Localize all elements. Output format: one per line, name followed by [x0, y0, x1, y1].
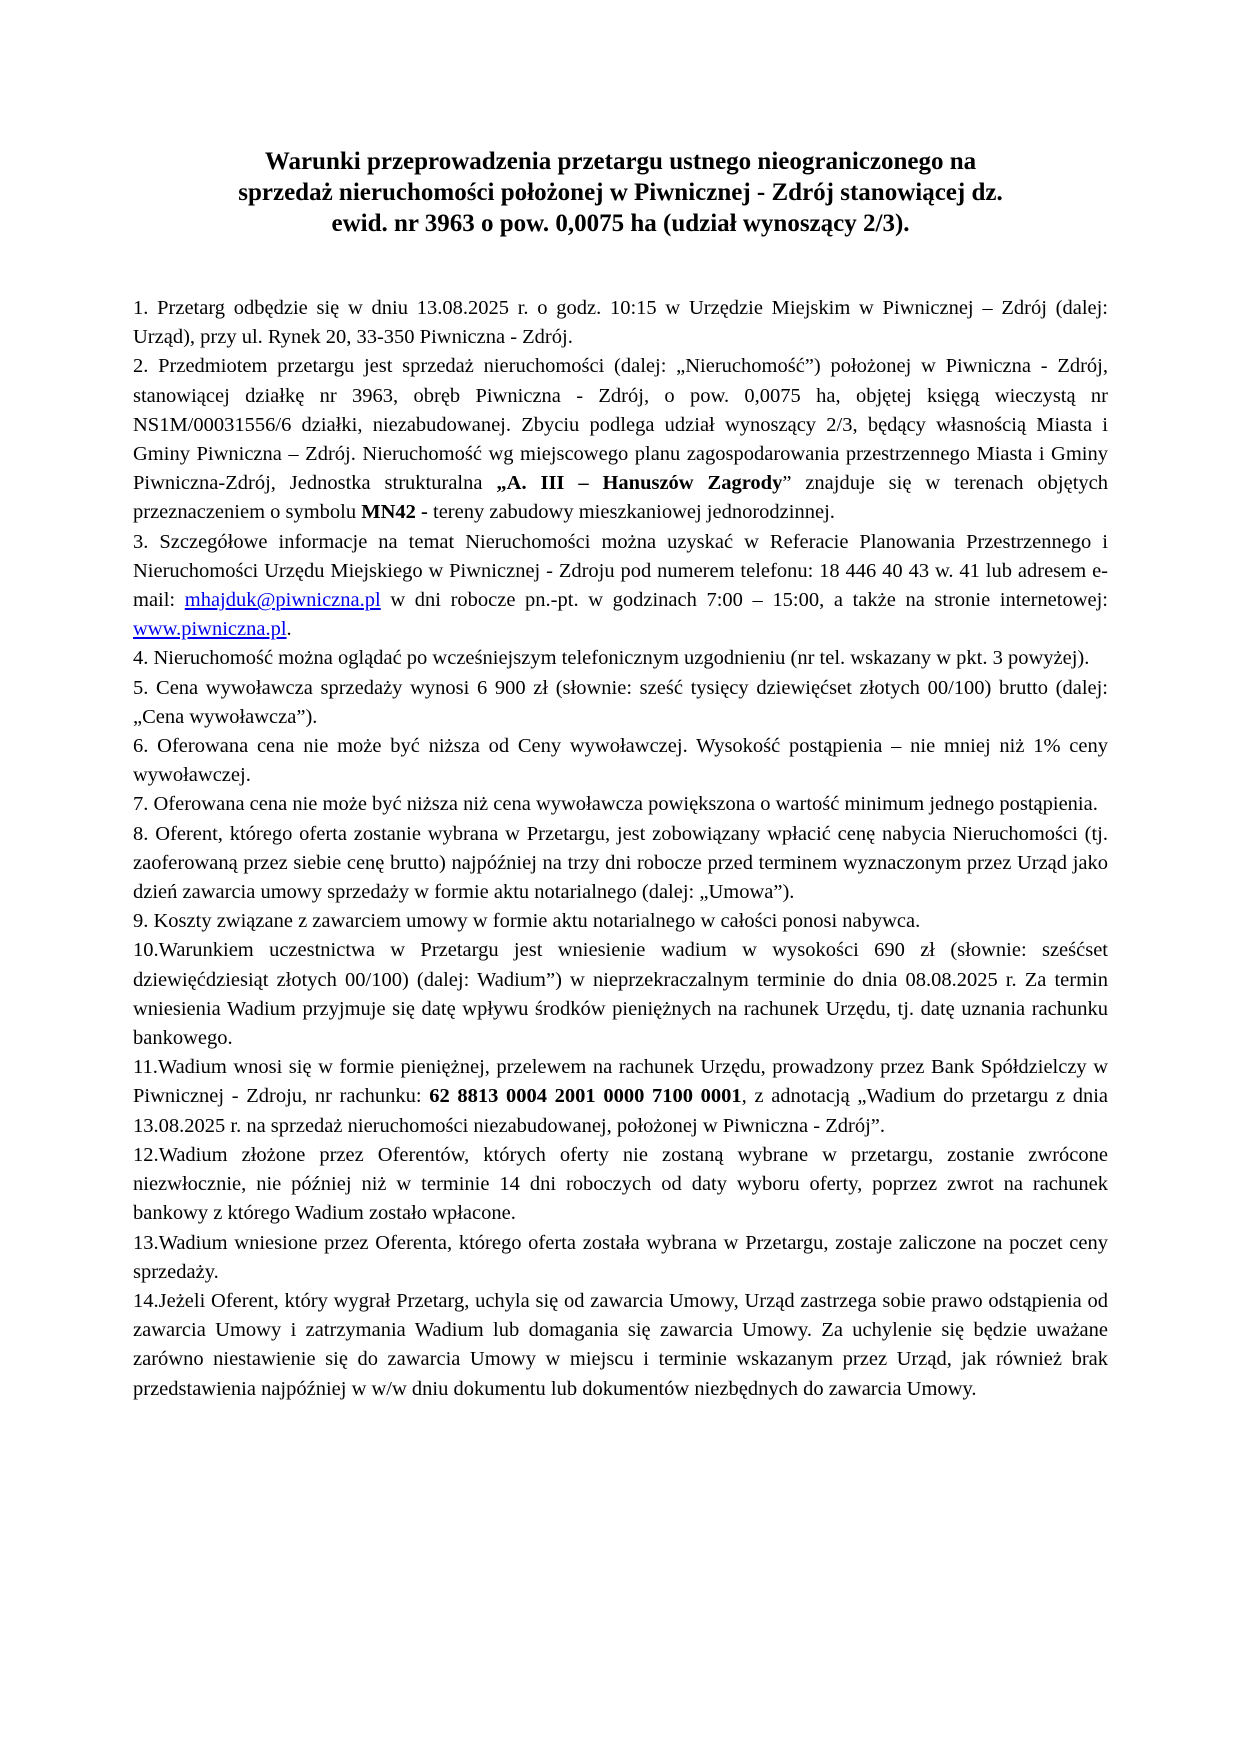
paragraph-2 — [133, 352, 1108, 527]
text-run: 6. Oferowana cena nie może być niższa od Ceny wywoławczej. Wysokość postąpienia – nie mniej niż 1% ceny wywoławczej. — [133, 735, 1108, 787]
paragraph-7 — [133, 790, 1108, 819]
title-line-3: ewid. nr 3963 o pow. 0,0075 ha (udział wynoszący 2/3). — [331, 210, 910, 237]
text-run: , z adnotacją „Wadium do przetargu z dnia 13.08.2025 r. na sprzedaż nieruchomości niezabudowanej, położonej w Piwniczna - Zdrój”. — [133, 1085, 1108, 1137]
text-run: tereny zabudowy mieszkaniowej jednorodzinnej. — [427, 501, 835, 524]
text-run: 10.Warunkiem uczestnictwa w Przetargu jest wniesienie wadium w wysokości 690 zł (słownie: sześćset dziewięćdziesiąt złotych 00/100) (dalej: Wadium”) w nieprzekraczalnym terminie do dnia 08.08.2025 r. Za termin wniesienia Wadium przyjmuje się datę wpływu środków pieniężnych na rachunek Urzędu, tj. datę uznania rachunku bankowego. — [133, 939, 1108, 1050]
paragraph-4 — [133, 644, 1108, 673]
paragraph-9 — [133, 907, 1108, 936]
text-run: ” znajduje się w terenach objętych przeznaczeniem o symbolu — [133, 472, 1108, 524]
email-link[interactable]: mhajduk@piwniczna.pl — [184, 589, 381, 612]
text-run: . — [286, 618, 292, 641]
text-run: 14.Jeżeli Oferent, który wygrał Przetarg, uchyla się od zawarcia Umowy, Urząd zastrzega sobie prawo odstąpienia od zawarcia Umowy i zatrzymania Wadium lub domagania się zawarcia Umowy. Za uchylenie się będzie uważane zarówno niestawienie się do zawarcia Umowy w miejscu i terminie wskazanym przez Urząd, jak również brak przedstawienia najpóźniej w w/w dniu dokumentu lub dokumentów niezbędnych do zawarcia Umowy. — [133, 1289, 1108, 1400]
website-link[interactable]: www.piwniczna.pl — [133, 618, 287, 641]
paragraph-8 — [133, 820, 1108, 908]
text-run: 13.Wadium wniesione przez Oferenta, którego oferta została wybrana w Przetargu, zostaje zaliczone na poczet ceny sprzedaży. — [133, 1231, 1108, 1283]
paragraph-5 — [133, 674, 1108, 732]
paragraph-11 — [133, 1053, 1108, 1141]
text-run: 4. Nieruchomość można oglądać po wcześniejszym telefonicznym uzgodnieniu (nr tel. wskazany w pkt. 3 powyżej). — [133, 647, 1090, 670]
text-run: 7. Oferowana cena nie może być niższa niż cena wywoławcza powiększona o wartość minimum jednego postąpienia. — [133, 793, 1098, 816]
text-run: w dni robocze pn.-pt. w godzinach 7:00 – 15:00, a także na stronie internetowej: — [380, 589, 1108, 612]
text-run: 5. Cena wywoławcza sprzedaży wynosi 6 900 zł (słownie: sześć tysięcy dziewięćset złotych 00/100) brutto (dalej: „Cena wywoławcza”). — [133, 676, 1108, 728]
bank-account-number: 62 8813 0004 2001 0000 7100 0001 — [429, 1085, 742, 1108]
document-page — [133, 146, 1108, 1404]
title-line-1: Warunki przeprowadzenia przetargu ustnego nieograniczonego na — [264, 148, 977, 175]
document-body — [133, 294, 1108, 1404]
title-line-2: sprzedaż nieruchomości położonej w Piwnicznej - Zdrój stanowiącej dz. — [238, 179, 1003, 206]
text-run: „A. III – Hanuszów Zagrody — [496, 472, 783, 495]
text-run: 12.Wadium złożone przez Oferentów, których oferty nie zostaną wybrane w przetargu, zostanie zwrócone niezwłocznie, nie później niż w terminie 14 dni roboczych od daty wyboru oferty, poprzez zwrot na rachunek bankowy z którego Wadium zostało wpłacone. — [133, 1143, 1108, 1225]
text-run: 3. Szczegółowe informacje na temat Nieruchomości można uzyskać w Referacie Planowania Przestrzennego i Nieruchomości Urzędu Miejskiego w Piwnicznej - Zdroju pod numerem telefonu: 18 446 40 43 w. 41 lub adresem e-mail: — [133, 530, 1108, 612]
paragraph-1 — [133, 294, 1108, 352]
paragraph-6 — [133, 732, 1108, 790]
text-run: 2. Przedmiotem przetargu jest sprzedaż nieruchomości (dalej: „Nieruchomość”) położonej w Piwniczna - Zdrój, stanowiącej działkę nr 3963, obręb Piwniczna - Zdrój, o pow. 0,0075 ha, objętej księgą wieczystą nr NS1M/00031556/6 działki, niezabudowanej. Zbyciu podlega udział wynoszący 2/3, będący własnością Miasta i Gminy Piwniczna – Zdrój. Nieruchomość wg miejscowego planu zagospodarowania przestrzennego Miasta i Gminy Piwniczna-Zdrój, Jednostka strukturalna — [133, 355, 1108, 495]
paragraph-14 — [133, 1287, 1108, 1404]
document-title — [133, 146, 1108, 239]
text-run: 8. Oferent, którego oferta zostanie wybrana w Przetargu, jest zobowiązany wpłacić cenę nabycia Nieruchomości (tj. zaoferowaną przez siebie cenę brutto) najpóźniej na trzy dni robocze przed terminem wyznaczonym przez Urząd jako dzień zawarcia umowy sprzedaży w formie aktu notarialnego (dalej: „Umowa”). — [133, 822, 1108, 904]
paragraph-12 — [133, 1141, 1108, 1229]
paragraph-10 — [133, 936, 1108, 1053]
paragraph-3 — [133, 528, 1108, 645]
paragraph-13 — [133, 1229, 1108, 1287]
text-run: 9. Koszty związane z zawarciem umowy w formie aktu notarialnego w całości ponosi nabywca. — [133, 910, 921, 933]
text-run: 11.Wadium wnosi się w formie pieniężnej, przelewem na rachunek Urzędu, prowadzony przez Bank Spółdzielczy w Piwnicznej - Zdroju, nr rachunku: — [133, 1056, 1108, 1108]
text-run: 1. Przetarg odbędzie się w dniu 13.08.2025 r. o godz. 10:15 w Urzędzie Miejskim w Piwnicznej – Zdrój (dalej: Urząd), przy ul. Rynek 20, 33-350 Piwniczna - Zdrój. — [133, 297, 1108, 349]
text-run: MN42 - — [361, 501, 428, 524]
